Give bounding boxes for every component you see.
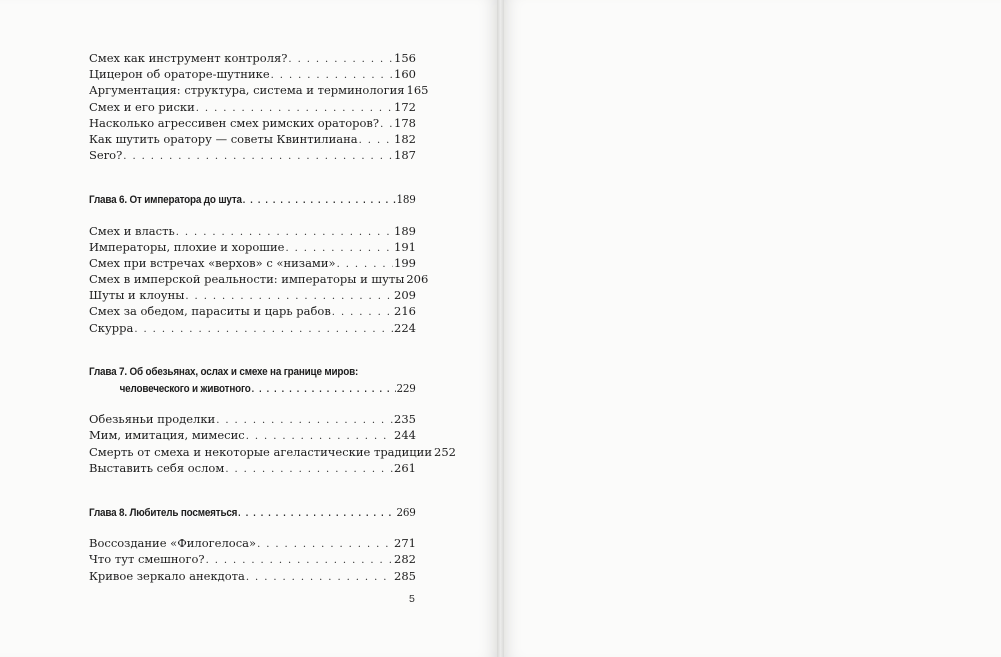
entry-page: 187 bbox=[394, 148, 416, 163]
entry-title: Смех и власть bbox=[89, 223, 175, 238]
toc-entry[interactable] bbox=[89, 551, 416, 567]
leader-dots bbox=[257, 537, 393, 553]
entry-page: 160 bbox=[394, 67, 416, 82]
chapter-title-line-2-row bbox=[89, 380, 416, 396]
left-toc bbox=[89, 50, 456, 584]
page-number: 5 bbox=[409, 593, 415, 605]
toc-entry[interactable] bbox=[89, 303, 416, 319]
entry-page: 189 bbox=[394, 223, 416, 238]
entry-title: Смех при встречах «верхов» с «низами» bbox=[89, 255, 336, 270]
entry-title: Смерть от смеха и некоторые агеластические традиции bbox=[89, 444, 433, 459]
toc-entry[interactable] bbox=[89, 50, 416, 66]
chapter-7-heading[interactable] bbox=[89, 364, 416, 396]
leader-dots bbox=[225, 462, 393, 478]
section-top-list bbox=[89, 50, 429, 163]
book-gutter bbox=[497, 0, 504, 657]
entry-page: 178 bbox=[394, 115, 416, 130]
toc-entry[interactable] bbox=[89, 411, 416, 427]
right-page bbox=[504, 0, 1001, 657]
toc-entry[interactable] bbox=[89, 535, 416, 551]
leader-dots bbox=[359, 133, 393, 149]
toc-entry[interactable] bbox=[89, 99, 416, 115]
chapter-title: Глава 8. Любитель посмеяться bbox=[89, 506, 238, 519]
entry-title: Выставить себя ослом bbox=[89, 460, 225, 475]
chapter-title: Глава 6. От императора до шута bbox=[89, 194, 242, 207]
leader-dots bbox=[243, 193, 396, 209]
entry-page: 261 bbox=[394, 460, 416, 475]
leader-dots bbox=[238, 506, 395, 522]
chapter-8-list bbox=[89, 535, 416, 584]
chapter-title-line-1: Глава 7. Об обезьянах, ослах и смехе на границе миров: bbox=[89, 365, 359, 378]
entry-page: 282 bbox=[394, 552, 416, 567]
entry-page: 182 bbox=[394, 131, 416, 146]
left-page bbox=[0, 0, 497, 657]
entry-title: Кривое зеркало анекдота bbox=[89, 568, 245, 583]
toc-entry[interactable] bbox=[89, 568, 416, 584]
entry-page: 172 bbox=[394, 99, 416, 114]
entry-title: Насколько агрессивен смех римских ораторов? bbox=[89, 115, 380, 130]
chapter-page: 269 bbox=[396, 504, 416, 519]
entry-title: Смех за обедом, параситы и царь рабов bbox=[89, 304, 331, 319]
entry-title: Смех и его риски bbox=[89, 99, 195, 114]
toc-entry[interactable] bbox=[89, 427, 416, 443]
entry-title: Смех в имперской реальности: императоры и шуты bbox=[89, 272, 405, 287]
chapter-page: 229 bbox=[396, 381, 416, 396]
entry-page: 165 bbox=[406, 83, 429, 98]
entry-page: 244 bbox=[394, 428, 416, 443]
toc-entry[interactable] bbox=[89, 66, 416, 82]
entry-title: Скурра bbox=[89, 320, 134, 335]
toc-entry[interactable] bbox=[89, 147, 416, 163]
entry-title: Цицерон об ораторе-шутнике bbox=[89, 67, 270, 82]
toc-entry[interactable] bbox=[89, 223, 416, 239]
leader-dots bbox=[332, 305, 393, 321]
chapter-page: 189 bbox=[396, 192, 416, 207]
leader-dots bbox=[123, 149, 393, 165]
entry-title: Обезьяньи проделки bbox=[89, 412, 216, 427]
toc-entry[interactable] bbox=[89, 460, 416, 476]
entry-title: Шуты и клоуны bbox=[89, 288, 185, 303]
entry-title: Sero? bbox=[89, 148, 123, 163]
toc-entry[interactable] bbox=[89, 239, 416, 255]
entry-title: Императоры, плохие и хорошие bbox=[89, 239, 285, 254]
entry-title: Смех как инструмент контроля? bbox=[89, 51, 288, 65]
entry-page: 191 bbox=[394, 239, 416, 254]
entry-page: 199 bbox=[394, 255, 416, 270]
leader-dots bbox=[246, 570, 393, 586]
leader-dots bbox=[380, 117, 393, 133]
chapter-title-line-2: человеческого и животного bbox=[119, 383, 251, 396]
leader-dots bbox=[134, 322, 393, 338]
entry-page: 252 bbox=[434, 444, 456, 459]
chapter-7-list bbox=[89, 411, 456, 476]
chapter-6-heading[interactable] bbox=[89, 191, 416, 207]
entry-page: 156 bbox=[394, 51, 416, 65]
entry-page: 224 bbox=[394, 320, 416, 335]
entry-page: 216 bbox=[394, 304, 416, 319]
entry-page: 206 bbox=[406, 272, 429, 287]
entry-page: 235 bbox=[394, 412, 416, 427]
entry-page: 285 bbox=[394, 568, 416, 583]
toc-entry[interactable] bbox=[89, 271, 429, 287]
toc-entry[interactable] bbox=[89, 255, 416, 271]
toc-entry[interactable] bbox=[89, 444, 456, 460]
leader-dots bbox=[252, 382, 396, 398]
toc-entry[interactable] bbox=[89, 320, 416, 336]
entry-page: 271 bbox=[394, 536, 416, 551]
toc-entry[interactable] bbox=[89, 287, 416, 303]
entry-title: Как шутить оратору — советы Квинтилиана bbox=[89, 131, 358, 146]
toc-entry[interactable] bbox=[89, 82, 429, 98]
leader-dots bbox=[288, 52, 393, 68]
chapter-8-heading[interactable] bbox=[89, 504, 416, 520]
entry-title: Аргументация: структура, система и терминология bbox=[89, 83, 405, 98]
toc-entry[interactable] bbox=[89, 131, 416, 147]
chapter-6-list bbox=[89, 223, 429, 336]
entry-title: Что тут смешного? bbox=[89, 552, 205, 567]
entry-title: Воссоздание «Филогелоса» bbox=[89, 536, 257, 551]
entry-title: Мим, имитация, мимесис bbox=[89, 428, 245, 443]
toc-entry[interactable] bbox=[89, 115, 416, 131]
entry-page: 209 bbox=[394, 288, 416, 303]
